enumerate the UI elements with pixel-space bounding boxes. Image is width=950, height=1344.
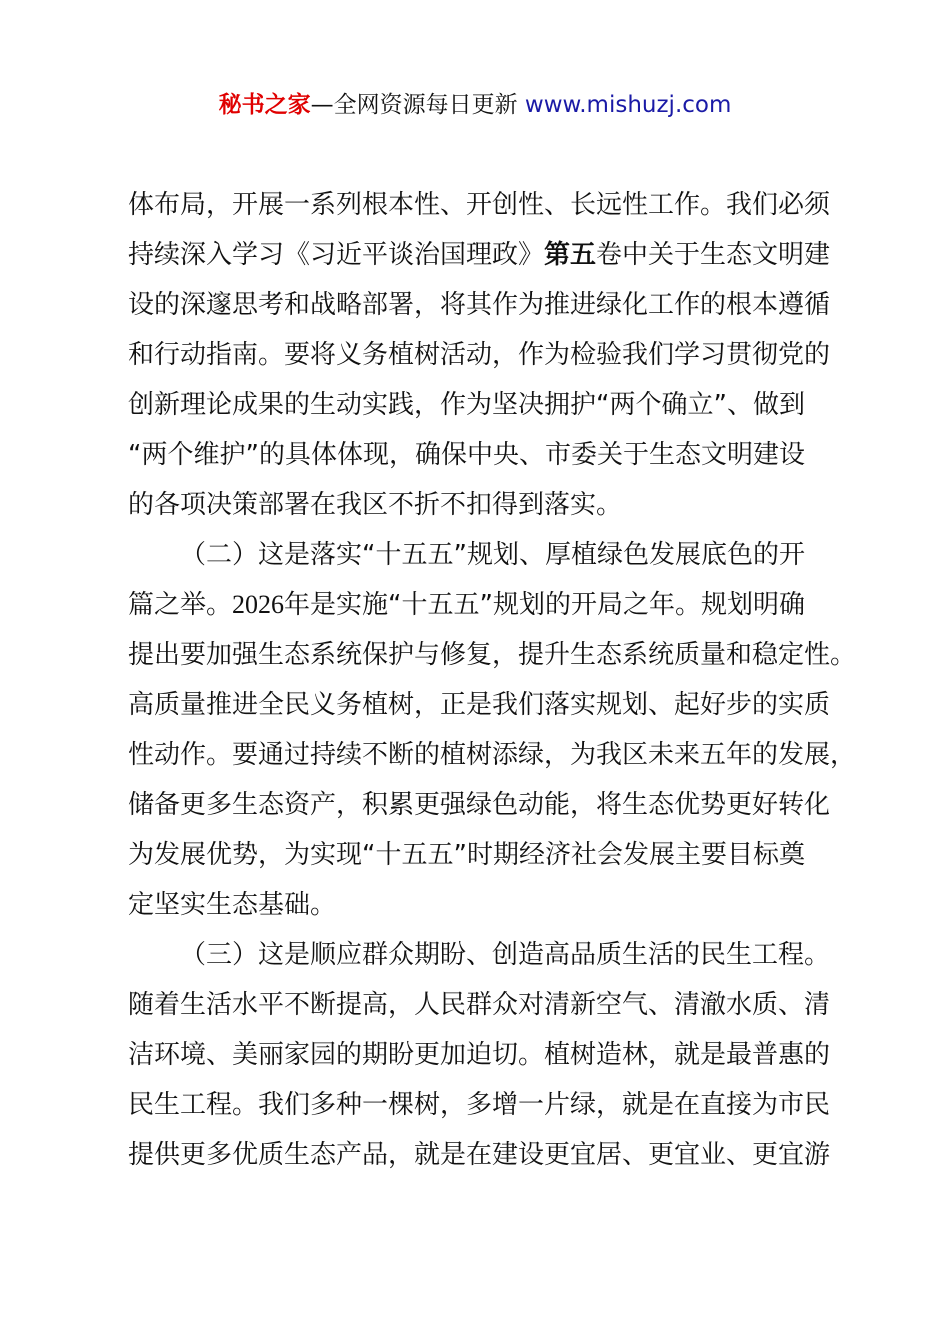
text-line: “两个维护”的具体体现，确保中央、市委关于生态文明建设 xyxy=(128,440,805,470)
text-line: 为发展优势，为实现“十五五”时期经济社会发展主要目标奠 xyxy=(128,840,805,870)
paragraph-heading-2: （二）这是落实“十五五”规划、厚植绿色发展底色的开 xyxy=(180,540,805,570)
text-segment: 持续深入学习《习近平谈治国理政》 xyxy=(128,240,545,270)
page-header xyxy=(0,88,950,122)
paragraph-heading-3: （三）这是顺应群众期盼、创造高品质生活的民生工程。 xyxy=(180,940,831,970)
text-line: 民生工程。我们多种一棵树，多增一片绿，就是在直接为市民 xyxy=(128,1090,831,1120)
text-line: 性动作。要通过持续不断的植树添绿，为我区未来五年的发展， xyxy=(128,740,857,770)
text-line: 体布局，开展一系列根本性、开创性、长远性工作。我们必须 xyxy=(128,190,831,220)
text-line xyxy=(128,230,848,280)
text-line: 高质量推进全民义务植树，正是我们落实规划、起好步的实质 xyxy=(128,690,831,720)
text-line: 洁环境、美丽家园的期盼更加迫切。植树造林，就是最普惠的 xyxy=(128,1040,831,1070)
text-segment: 年是实施“十五五”规划的开局之年。规划明确 xyxy=(284,590,805,620)
text-line: 随着生活水平不断提高，人民群众对清新空气、清澈水质、清 xyxy=(128,990,831,1020)
website-url: www.mishuzj.com xyxy=(524,92,732,118)
text-line: 的各项决策部署在我区不折不扣得到落实。 xyxy=(128,490,623,520)
bold-text: 第五 xyxy=(544,240,597,270)
text-segment: 卷中关于生态文明建 xyxy=(596,240,831,270)
text-line: 定坚实生态基础。 xyxy=(128,890,337,920)
brand-name: 秘书之家 xyxy=(218,92,311,118)
text-line: 提供更多优质生态产品，就是在建设更宜居、更宜业、更宜游 xyxy=(128,1140,831,1170)
document-body xyxy=(128,180,857,1180)
text-line: 设的深邃思考和战略部署，将其作为推进绿化工作的根本遵循 xyxy=(128,290,831,320)
text-line: 提出要加强生态系统保护与修复，提升生态系统质量和稳定性。 xyxy=(128,640,857,670)
text-line xyxy=(128,580,848,630)
text-line: 创新理论成果的生动实践，作为坚决拥护“两个确立”、做到 xyxy=(128,390,805,420)
text-line: 储备更多生态资产，积累更强绿色动能，将生态优势更好转化 xyxy=(128,790,831,820)
text-segment: 篇之举。 xyxy=(128,590,233,620)
year-number: 2026 xyxy=(232,590,285,619)
header-slogan: —全网资源每日更新 xyxy=(310,92,518,118)
text-line: 和行动指南。要将义务植树活动，作为检验我们学习贯彻党的 xyxy=(128,340,831,370)
